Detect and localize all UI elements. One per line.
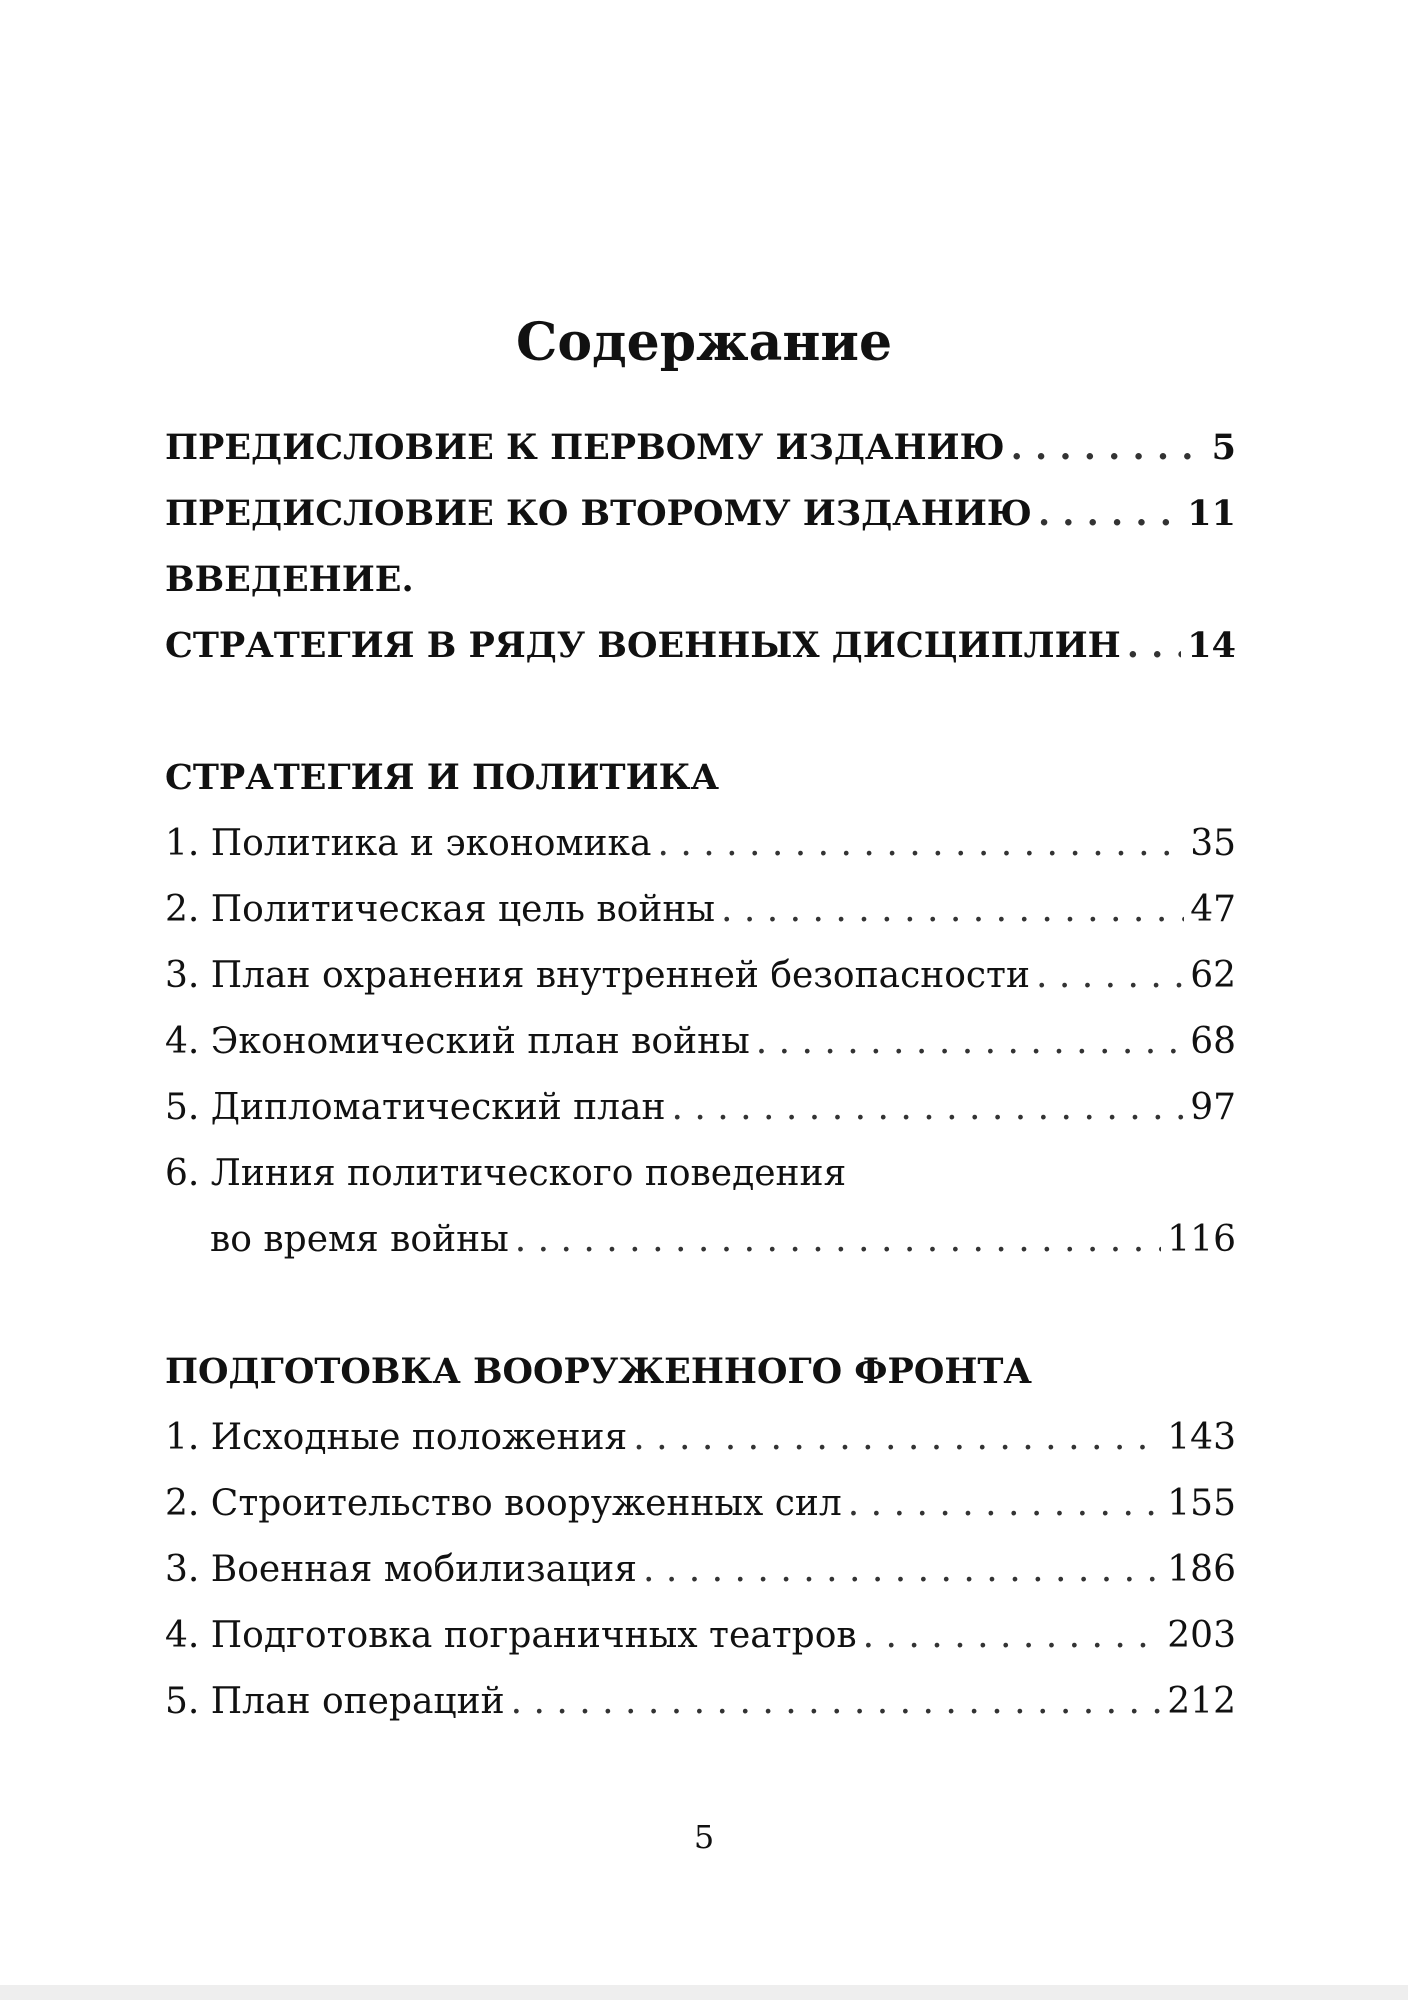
toc-entry-label: ПРЕДИСЛОВИЕ КО ВТОРОМУ ИЗДАНИЮ: [165, 493, 1032, 534]
toc-entry-page: 62: [1190, 955, 1236, 996]
dot-leader: [671, 1075, 1184, 1141]
toc-entry: [165, 613, 1236, 679]
dot-leader: [863, 1603, 1162, 1669]
toc-entry-page: 155: [1167, 1483, 1236, 1524]
toc-entry: [165, 1471, 1236, 1537]
toc-entry-label: СТРАТЕГИЯ В РЯДУ ВОЕННЫХ ДИСЦИПЛИН: [165, 625, 1121, 666]
toc-entry-label-line1: [165, 1141, 1236, 1207]
toc-entry: [165, 1207, 1236, 1273]
dot-leader: [657, 811, 1184, 877]
toc-entry-label: 5. План операций: [165, 1681, 505, 1722]
toc-entry: [165, 1009, 1236, 1075]
toc-entry-page: 97: [1190, 1087, 1236, 1128]
toc-entry-page: 14: [1187, 625, 1236, 666]
toc-entry-page: 47: [1190, 889, 1236, 930]
page-number: 5: [693, 1818, 715, 1856]
toc-entry: [165, 811, 1236, 877]
toc-entry: [165, 1603, 1236, 1669]
spacer: [165, 679, 1236, 745]
dot-leader: [1036, 943, 1184, 1009]
toc-entry-label: 3. Военная мобилизация: [165, 1549, 637, 1590]
toc-entry-page: 35: [1190, 823, 1236, 864]
toc-entry-label: 5. Дипломатический план: [165, 1087, 666, 1128]
section-heading: СТРАТЕГИЯ И ПОЛИТИКА: [165, 757, 720, 798]
dot-leader: [643, 1537, 1161, 1603]
dot-leader: [1011, 415, 1206, 481]
toc-entry-page: 203: [1167, 1615, 1236, 1656]
dot-leader: [515, 1207, 1162, 1273]
dot-leader: [511, 1669, 1162, 1735]
toc-entry-label: 3. План охранения внутренней безопасности: [165, 955, 1030, 996]
toc-entry-label-line1: ВВЕДЕНИЕ.: [165, 559, 414, 600]
toc-entry-label: ПРЕДИСЛОВИЕ К ПЕРВОМУ ИЗДАНИЮ: [165, 427, 1005, 468]
dot-leader: [1038, 481, 1181, 547]
toc-entry-page: 143: [1167, 1417, 1236, 1458]
toc-entry: [165, 877, 1236, 943]
section-heading: ПОДГОТОВКА ВООРУЖЕННОГО ФРОНТА: [165, 1351, 1032, 1392]
toc-entry-page: 5: [1211, 427, 1236, 468]
spacer: [165, 1273, 1236, 1339]
toc-entry-label: во время войны: [210, 1219, 509, 1260]
toc-entry: [165, 1405, 1236, 1471]
dot-leader: [848, 1471, 1161, 1537]
toc-entry-page: 116: [1167, 1219, 1236, 1260]
toc-entry-label: 2. Политическая цель войны: [165, 889, 715, 930]
toc-entry: [165, 943, 1236, 1009]
toc-entry-label: 1. Исходные положения: [165, 1417, 628, 1458]
toc-entry-label: 4. Экономический план войны: [165, 1021, 750, 1062]
toc-entry-page: 186: [1167, 1549, 1236, 1590]
dot-leader: [633, 1405, 1161, 1471]
toc-entry-label: 1. Политика и экономика: [165, 823, 652, 864]
toc-entry-page: 68: [1190, 1021, 1236, 1062]
toc-entry: [165, 481, 1236, 547]
toc-entry: [165, 415, 1236, 481]
table-of-contents: [165, 415, 1236, 1735]
toc-entry-page: 11: [1187, 493, 1236, 534]
toc-entry: [165, 1669, 1236, 1735]
page-title: Содержание: [515, 312, 893, 373]
toc-entry-page: 212: [1167, 1681, 1236, 1722]
viewer-bottom-edge: [0, 1985, 1408, 2000]
toc-entry-label: 2. Строительство вооруженных сил: [165, 1483, 842, 1524]
toc-entry: [165, 1075, 1236, 1141]
toc-entry-label: 6. Линия политического поведения: [165, 1153, 847, 1194]
dot-leader: [721, 877, 1184, 943]
dot-leader: [1127, 613, 1182, 679]
dot-leader: [756, 1009, 1184, 1075]
toc-entry-label: 4. Подготовка пограничных театров: [165, 1615, 857, 1656]
toc-entry: [165, 1537, 1236, 1603]
